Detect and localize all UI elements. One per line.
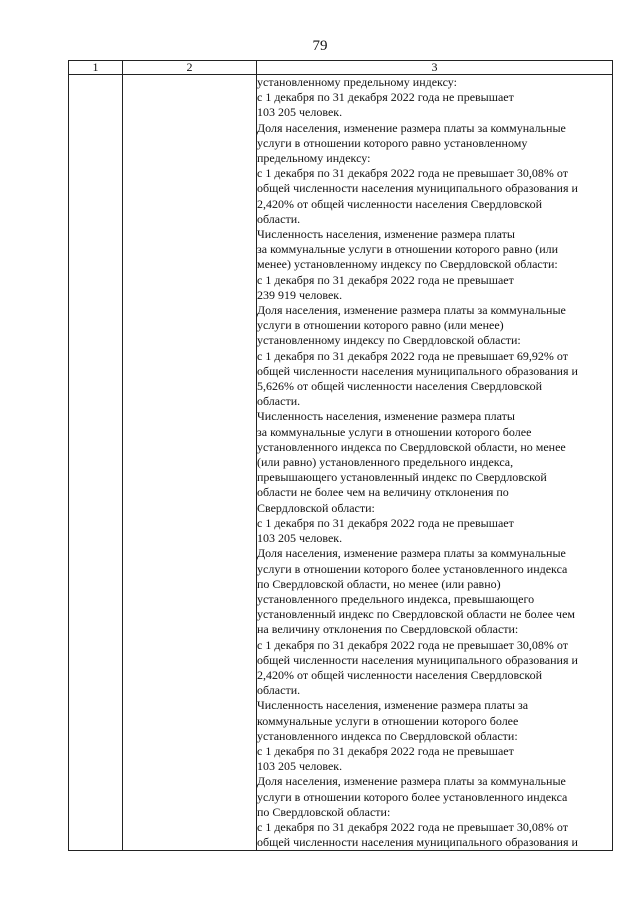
text-line: установленного индекса по Свердловской области, но менее [257,439,566,454]
document-table [68,60,613,851]
text-line: с 1 декабря по 31 декабря 2022 года не превышает 30,08% от [257,637,568,652]
text-line: с 1 декабря по 31 декабря 2022 года не превышает 30,08% от [257,819,568,834]
text-line: с 1 декабря по 31 декабря 2022 года не превышает [257,90,514,105]
text-line: области. [257,394,301,409]
text-line: с 1 декабря по 31 декабря 2022 года не превышает 69,92% от [257,348,568,363]
text-line: на величину отклонения по Свердловской области: [257,622,519,637]
text-line: за коммунальные услуги в отношении которого более [257,424,532,439]
text-line: Численность населения, изменение размера платы за [257,698,529,713]
text-line: Численность населения, изменение размера платы [257,409,515,424]
text-line: с 1 декабря по 31 декабря 2022 года не превышает [257,515,514,530]
text-line: предельному индексу: [257,151,371,166]
text-line: установленного индекса по Свердловской области: [257,728,518,743]
text-line: Доля населения, изменение размера платы за коммунальные [257,774,566,789]
text-line: общей численности населения муниципального образования и [257,181,578,196]
cell-col-2 [123,75,257,851]
text-line: по Свердловской области: [257,804,391,819]
text-line: менее) установленному индексу по Свердловской области: [257,257,558,272]
text-line: установленный индекс по Свердловской области не более чем [257,607,575,622]
text-line: коммунальные услуги в отношении которого более [257,713,519,728]
text-line: 2,420% от общей численности населения Свердловской [257,667,543,682]
text-line: области. [257,683,301,698]
column-header-3: 3 [257,61,613,75]
text-line: 5,626% от общей численности населения Свердловской [257,379,543,394]
text-line: общей численности населения муниципального образования и [257,363,578,378]
text-line: услуги в отношении которого более установленного индекса [257,561,568,576]
text-line: 239 919 человек. [257,287,343,302]
table-header-row [69,61,613,75]
text-line: области не более чем на величину отклонения по [257,485,509,500]
cell-col-1 [69,75,123,851]
text-line: Свердловской области: [257,500,375,515]
text-line: с 1 декабря по 31 декабря 2022 года не превышает 30,08% от [257,166,568,181]
text-line: Доля населения, изменение размера платы за коммунальные [257,303,566,318]
text-line: услуги в отношении которого равно установленному [257,135,528,150]
cell-col-1-content [69,75,122,845]
text-line: с 1 декабря по 31 декабря 2022 года не превышает [257,272,514,287]
text-line: 103 205 человек. [257,105,343,120]
text-line: 103 205 человек. [257,531,343,546]
page-number: 79 [312,38,328,54]
cell-col-3-text [257,75,612,850]
text-line: 2,420% от общей численности населения Свердловской [257,196,543,211]
column-header-1: 1 [69,61,123,75]
text-line: за коммунальные услуги в отношении которого равно (или [257,242,559,257]
table-row [69,75,613,851]
text-line: с 1 декабря по 31 декабря 2022 года не превышает [257,743,514,758]
text-line: 103 205 человек. [257,759,343,774]
text-line: услуги в отношении которого более установленного индекса [257,789,568,804]
text-line: общей численности населения муниципального образования и [257,835,578,850]
text-line: превышающего установленный индекс по Свердловской [257,470,547,485]
text-line: общей численности населения муниципального образования и [257,652,578,667]
text-line: установленному предельному индексу: [257,75,457,89]
text-line: по Свердловской области, но менее (или равно) [257,576,501,591]
text-line: Доля населения, изменение размера платы за коммунальные [257,546,566,561]
text-line: услуги в отношении которого равно (или менее) [257,318,504,333]
cell-col-3 [257,75,613,851]
text-line: Доля населения, изменение размера платы за коммунальные [257,120,566,135]
text-line: Численность населения, изменение размера платы [257,227,515,242]
text-line: области. [257,211,301,226]
text-line: (или равно) установленного предельного индекса, [257,455,514,470]
text-line: установленного предельного индекса, превышающего [257,591,535,606]
text-line: установленному индексу по Свердловской области: [257,333,521,348]
column-header-2: 2 [123,61,257,75]
